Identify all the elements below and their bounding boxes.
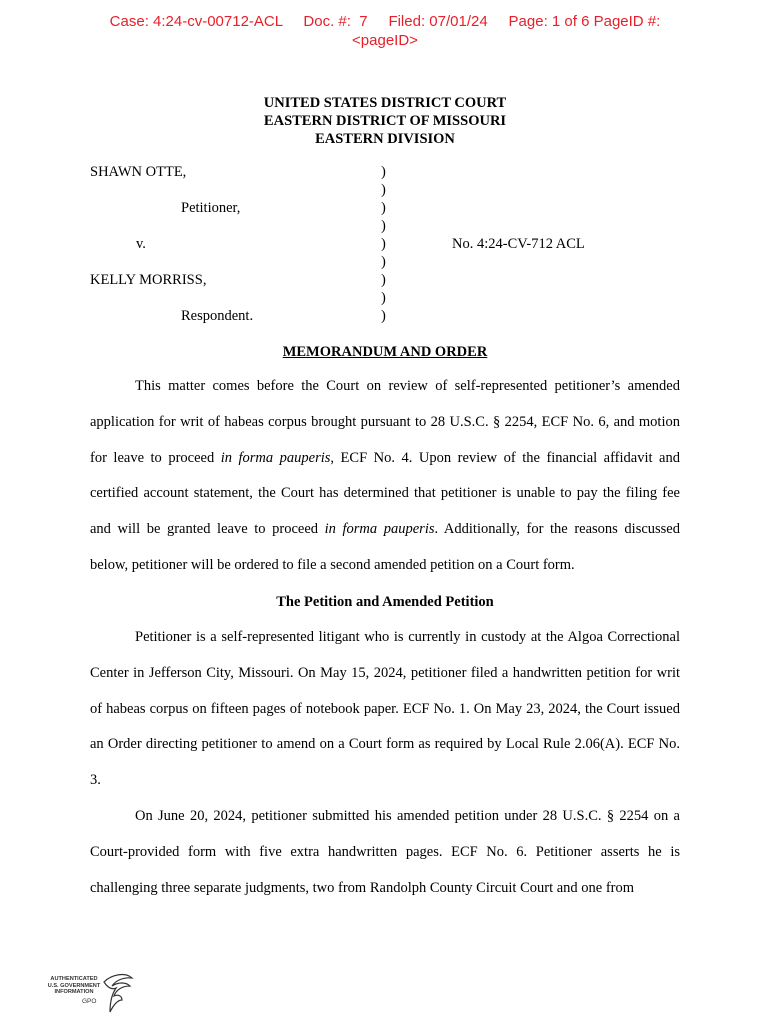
header-doc: Doc. #: 7 xyxy=(303,13,368,30)
case-number: No. 4:24-CV-712 ACL xyxy=(452,236,585,252)
paragraph-3-text: On June 20, 2024, petitioner submitted his amended petition under 28 U.S.C. § 2254 on a Court-provided form with five extra handwritten pages. ECF No. 6. Petitioner asserts he is challenging three separate judgments, two from Randolph County Circuit Court and one from xyxy=(90,808,680,896)
paragraph-1-text: . Additionally, for the reasons discussed below, petitioner will be ordered to file a second amended petition on a Court form. xyxy=(90,521,680,573)
court-line-3: EASTERN DIVISION xyxy=(315,131,455,147)
respondent-name: KELLY MORRISS, xyxy=(90,272,207,288)
caption-paren: ) xyxy=(381,254,386,270)
versus: v. xyxy=(136,236,146,252)
respondent-role: Respondent. xyxy=(181,308,254,324)
paragraph-2 xyxy=(90,620,680,799)
paragraph-1 xyxy=(90,369,680,584)
paragraph-1-text: , ECF No. 4. Upon review of the financial affidavit and certified account statement, the Court has determined that petitioner is unable to pay the filing fee and will be granted leave to proceed xyxy=(90,449,680,538)
seal-line-1: AUTHENTICATED xyxy=(50,976,98,982)
latin-term: in forma pauperis xyxy=(324,521,435,538)
header-filed: Filed: 07/01/24 xyxy=(388,13,488,30)
petitioner-role: Petitioner, xyxy=(181,200,241,216)
caption-paren: ) xyxy=(381,290,386,306)
filing-header xyxy=(0,12,770,50)
latin-term: in forma pauperis xyxy=(220,449,331,466)
caption-paren: ) xyxy=(381,308,386,324)
section-heading: The Petition and Amended Petition xyxy=(276,594,494,610)
court-heading xyxy=(0,94,770,148)
seal-line-2: U.S. GOVERNMENT xyxy=(47,982,101,989)
gpo-eagle-icon xyxy=(100,972,134,1014)
gpo-authentication-seal xyxy=(44,972,134,1016)
caption-paren: ) xyxy=(381,164,386,180)
caption-paren: ) xyxy=(381,182,386,198)
header-page: Page: 1 of 6 PageID #: xyxy=(508,13,661,30)
court-line-1: UNITED STATES DISTRICT COURT xyxy=(263,95,507,111)
seal-line-3: INFORMATION xyxy=(54,989,94,995)
court-line-2: EASTERN DISTRICT OF MISSOURI xyxy=(263,113,507,129)
paragraph-3 xyxy=(90,799,680,906)
document-title: MEMORANDUM AND ORDER xyxy=(282,344,488,360)
caption-paren: ) xyxy=(381,218,386,234)
petitioner-name: SHAWN OTTE, xyxy=(90,164,187,180)
header-pageid: <pageID> xyxy=(352,32,418,49)
caption-paren: ) xyxy=(381,236,386,252)
caption-paren: ) xyxy=(381,272,386,288)
paragraph-1-text: This matter comes before the Court on review of self-represented petitioner’s amended application for writ of habeas corpus brought pursuant to 28 U.S.C. § 2254, ECF No. 6, and motion for leave to proceed xyxy=(90,378,680,466)
header-case: Case: 4:24-cv-00712-ACL xyxy=(109,13,283,30)
caption-paren: ) xyxy=(381,200,386,216)
seal-line-4: GPO xyxy=(82,998,97,1005)
paragraph-2-text: Petitioner is a self-represented litigant who is currently in custody at the Algoa Correctional Center in Jefferson City, Missouri. On May 15, 2024, petitioner filed a handwritten petition for writ of habeas corpus on fifteen pages of notebook paper. ECF No. 1. On May 23, 2024, the Court issued an Order directing petitioner to amend on a Court form as required by Local Rule 2.06(A). ECF No. 3. xyxy=(90,629,680,789)
